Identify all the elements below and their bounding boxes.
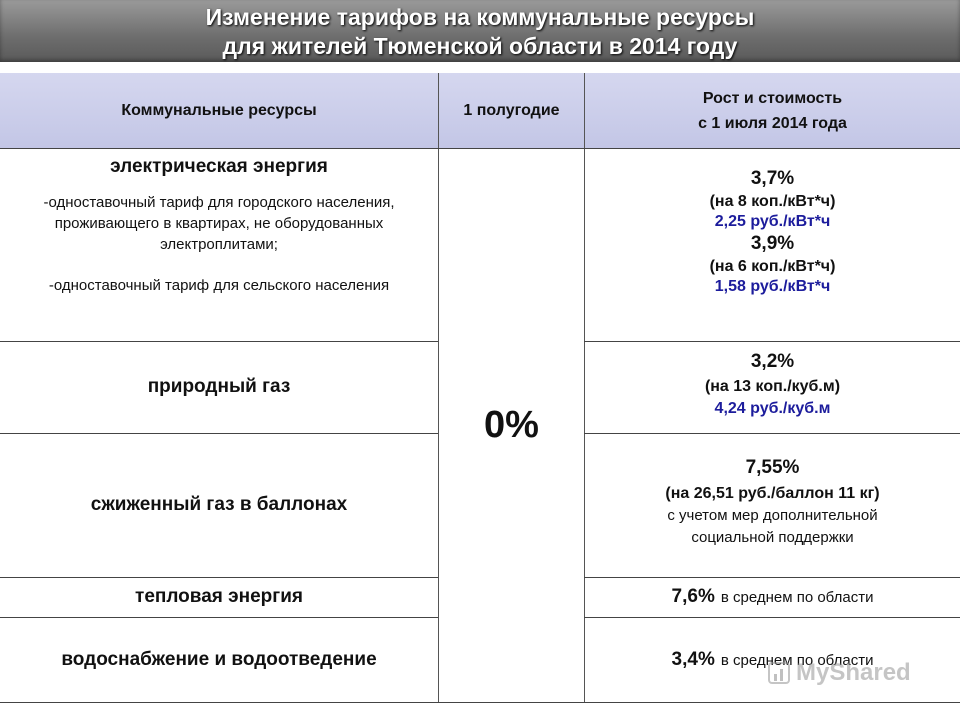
divider	[0, 702, 960, 703]
title-line-2: для жителей Тюменской области в 2014 году	[222, 33, 738, 59]
row-lpg-growth-cell	[584, 433, 960, 577]
row-gas-name-cell	[0, 341, 438, 433]
watermark-text: MyShared	[796, 659, 911, 686]
header-growth-line2: с 1 июля 2014 года	[698, 114, 847, 132]
row-heat-growth-cell	[584, 577, 960, 617]
row-electric-detail1: (на 8 коп./кВт*ч)	[709, 193, 836, 210]
row-lpg-detail: (на 26,51 руб./баллон 11 кг)	[665, 485, 880, 502]
divider	[0, 617, 438, 618]
row-heat-name: тепловая энергия	[135, 586, 303, 607]
row-electric-price1: 2,25 руб./кВт*ч	[714, 213, 831, 230]
header-growth	[584, 73, 960, 148]
header-resources: Коммунальные ресурсы	[0, 73, 438, 148]
divider	[584, 617, 960, 618]
header-half1: 1 полугодие	[438, 73, 584, 148]
row-lpg-note: с учетом мер дополнительной социальной поддержки	[667, 507, 878, 546]
divider	[584, 433, 960, 434]
row-water-name-cell	[0, 617, 438, 703]
row-electric-note2: -одноставочный тариф для сельского населения	[48, 277, 390, 294]
row-electric-price2: 1,58 руб./кВт*ч	[714, 278, 831, 295]
row-gas-growth-cell	[584, 341, 960, 433]
divider	[0, 577, 438, 578]
row-gas-name: природный газ	[147, 376, 291, 397]
divider	[0, 148, 960, 149]
row-water-note: в среднем по области	[720, 651, 874, 669]
row-lpg-name-cell	[0, 433, 438, 577]
row-water-name: водоснабжение и водоотведение	[61, 649, 377, 670]
row-gas-detail: (на 13 коп./куб.м)	[704, 378, 841, 395]
divider	[584, 577, 960, 578]
row-electric-name-cell	[0, 148, 438, 341]
row-electric-name: электрическая энергия	[110, 156, 328, 177]
row-gas-pct: 3,2%	[750, 351, 795, 372]
row-heat-name-cell	[0, 577, 438, 617]
row-electric-note1: -одноставочный тариф для городского населения, проживающего в квартирах, не оборудованных электроплитами;	[43, 194, 395, 253]
title-line-1: Изменение тарифов на коммунальные ресурсы	[205, 4, 755, 30]
divider	[584, 341, 960, 342]
row-electric-pct1: 3,7%	[750, 168, 795, 189]
row-heat-pct: 7,6%	[671, 586, 715, 607]
row-lpg-pct: 7,55%	[745, 457, 800, 478]
divider	[0, 433, 438, 434]
row-heat-note: в среднем по области	[720, 588, 874, 606]
divider	[0, 341, 438, 342]
row-lpg-name: сжиженный газ в баллонах	[90, 494, 348, 515]
header-growth-line1: Рост и стоимость	[702, 89, 843, 107]
watermark	[768, 656, 928, 690]
row-electric-detail2: (на 6 коп./кВт*ч)	[709, 258, 836, 275]
chart-icon	[768, 662, 790, 684]
tariff-table	[0, 73, 960, 703]
title-banner	[0, 0, 960, 62]
half1-value: 0%	[438, 148, 584, 703]
row-electric-growth-cell	[584, 148, 960, 341]
row-electric-pct2: 3,9%	[750, 233, 795, 254]
row-water-pct: 3,4%	[671, 649, 715, 670]
row-gas-price: 4,24 руб./куб.м	[714, 400, 831, 417]
